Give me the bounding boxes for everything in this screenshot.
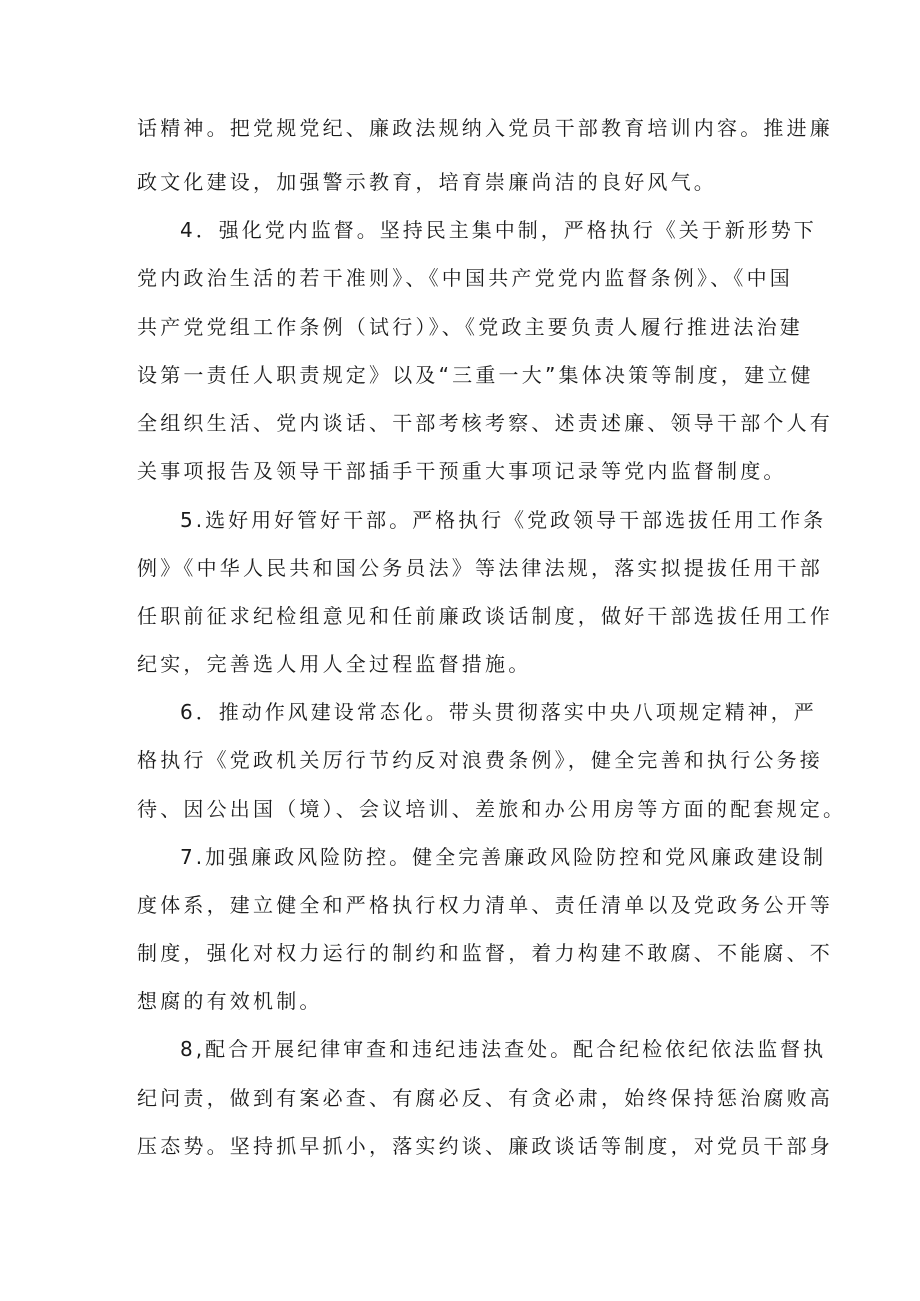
text-line: 设第一责任人职责规定》以及“三重一大”集体决策等制度，建立健 <box>137 363 814 387</box>
text-line: 待、因公出国（境）、会议培训、差旅和办公用房等方面的配套规定。 <box>137 797 847 821</box>
paragraph-4-first-line: 4．强化党内监督。坚持民主集中制，严格执行《关于新形势下 <box>180 218 817 242</box>
text-line: 制度，强化对权力运行的制约和监督，着力构建不敢腐、不能腐、不 <box>137 941 833 965</box>
text-line: 关事项报告及领导干部插手干预重大事项记录等党内监督制度。 <box>137 459 787 483</box>
paragraph-5-first-line: 5.选好用好管好干部。严格执行《党政领导干部选拔任用工作条 <box>180 508 827 532</box>
text-line: 格执行《党政机关厉行节约反对浪费条例》，健全完善和执行公务接 <box>137 748 823 772</box>
text-line: 全组织生活、党内谈话、干部考核考察、述责述廉、领导干部个人有 <box>137 411 833 435</box>
paragraph-7-first-line: 7.加强廉政风险防控。健全完善廉政风险防控和党风廉政建设制 <box>180 845 827 869</box>
paragraph-8-first-line: 8,配合开展纪律审查和违纪违法查处。配合纪检依纪依法监督执 <box>180 1037 827 1061</box>
text-line: 任职前征求纪检组意见和任前廉政谈话制度，做好干部选拔任用工作 <box>137 604 833 628</box>
text-line: 压态势。坚持抓早抓小，落实约谈、廉政谈话等制度，对党员干部身 <box>137 1134 833 1158</box>
text-line: 话精神。把党规党纪、廉政法规纳入党员干部教育培训内容。推进廉 <box>137 116 833 140</box>
text-line: 度体系，建立健全和严格执行权力清单、责任清单以及党政务公开等 <box>137 893 833 917</box>
text-line: 纪实，完善选人用人全过程监督措施。 <box>137 652 532 676</box>
text-line: 政文化建设，加强警示教育，培育崇廉尚洁的良好风气。 <box>137 170 717 194</box>
text-line: 共产党党组工作条例（试行）》、《党政主要负责人履行推进法治建 <box>137 315 803 339</box>
paragraph-6-first-line: 6．推动作风建设常态化。带头贯彻落实中央八项规定精神，严 <box>180 700 817 724</box>
text-line: 纪问责，做到有案必查、有腐必反、有贪必肃，始终保持惩治腐败高 <box>137 1086 833 1110</box>
text-line: 党内政治生活的若干准则》、《中国共产党党内监督条例》、《中国 <box>137 266 793 290</box>
text-line: 例》《中华人民共和国公务员法》等法律法规，落实拟提拔任用干部 <box>137 556 823 580</box>
text-line: 想腐的有效机制。 <box>137 989 323 1013</box>
